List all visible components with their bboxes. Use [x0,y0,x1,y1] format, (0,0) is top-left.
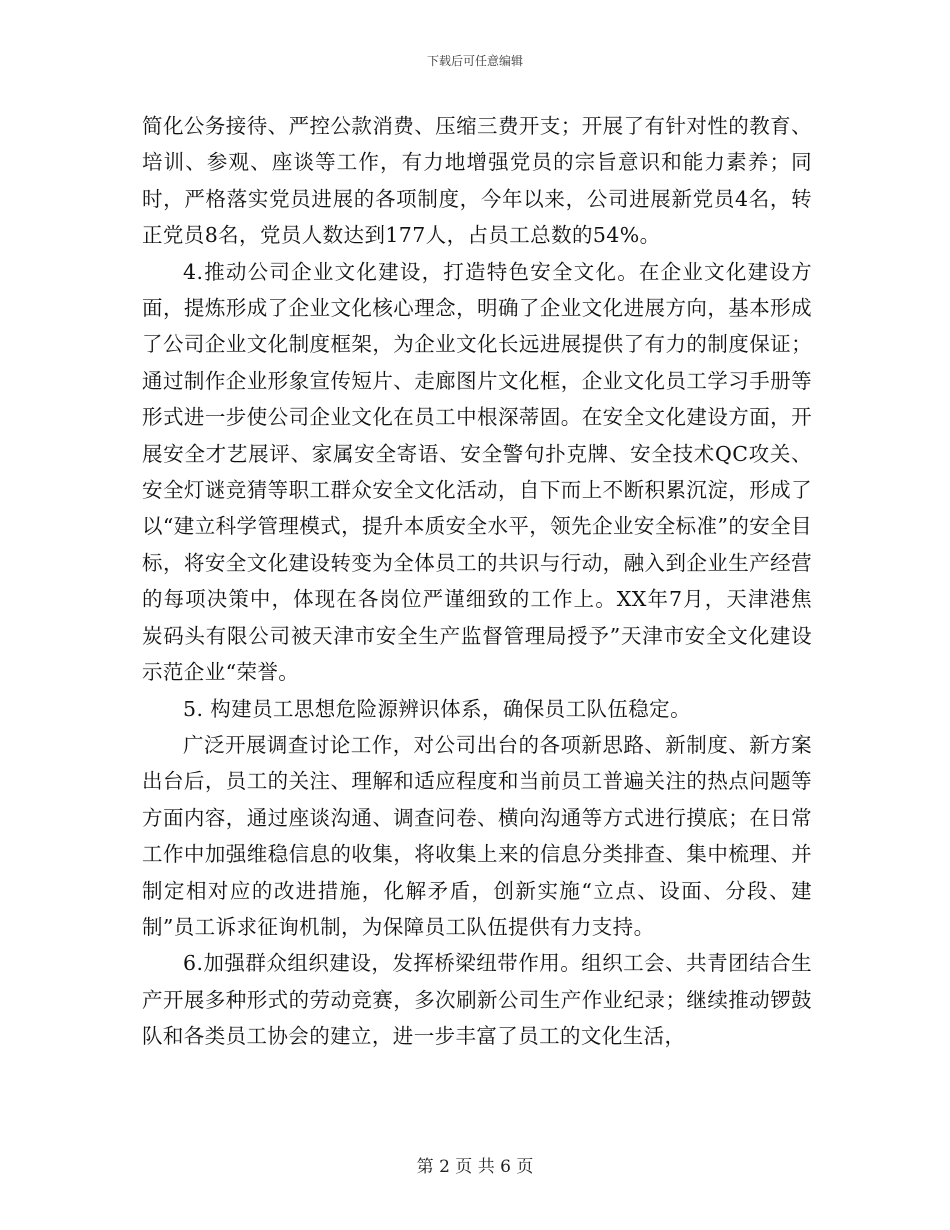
paragraph-mass-organization: 6.加强群众组织建设，发挥桥梁纽带作用。组织工会、共青团结合生产开展多种形式的劳动竞赛，多次刷新公司生产作业纪录；继续推动锣鼓队和各类员工协会的建立，进一步丰富了员工的文化生活， [142,951,812,1049]
paragraph-employee-survey: 广泛开展调查讨论工作，对公司出台的各项新思路、新制度、新方案出台后，员工的关注、理解和适应程度和当前员工普遍关注的热点问题等方面内容，通过座谈沟通、调查问卷、横向沟通等方式进行摸底；在日常工作中加强维稳信息的收集，将收集上来的信息分类排查、集中梳理、并制定相对应的改进措施，化解矛盾，创新实施“立点、设面、分段、建制”员工诉求征询机制，为保障员工队伍提供有力支持。 [142,732,812,939]
paragraph-party-building: 简化公务接待、严控公款消费、压缩三费开支；开展了有针对性的教育、培训、参观、座谈等工作，有力地增强党员的宗旨意识和能力素养；同时，严格落实党员进展的各项制度，今年以来，公司进展新党员4名，转正党员8名，党员人数达到177人，占员工总数的54%。 [142,114,812,248]
page-header: 下载后可任意编辑 [426,54,523,68]
document-body [142,108,812,1055]
paragraph-corporate-culture: 4.推动公司企业文化建设，打造特色安全文化。在企业文化建设方面，提炼形成了企业文化核心理念，明确了企业文化进展方向，基本形成了公司企业文化制度框架，为企业文化长远进展提供了有力的制度保证；通过制作企业形象宣传短片、走廊图片文化框，企业文化员工学习手册等形式进一步使公司企业文化在员工中根深蒂固。在安全文化建设方面，开展安全才艺展评、家属安全寄语、安全警句扑克牌、安全技术QC攻关、安全灯谜竞猜等职工群众安全文化活动，自下而上不断积累沉淀，形成了以“建立科学管理模式，提升本质安全水平，领先企业安全标准”的安全目标，将安全文化建设转变为全体员工的共识与行动，融入到企业生产经营的每项决策中，体现在各岗位严谨细致的工作上。XX年7月，天津港焦炭码头有限公司被天津市安全生产监督管理局授予”天津市安全文化建设示范企业“荣誉。 [142,259,812,685]
paragraph-section-5-heading: 5. 构建员工思想危险源辨识体系，确保员工队伍稳定。 [183,696,691,721]
page-footer: 第 2 页 共 6 页 [416,1157,534,1177]
